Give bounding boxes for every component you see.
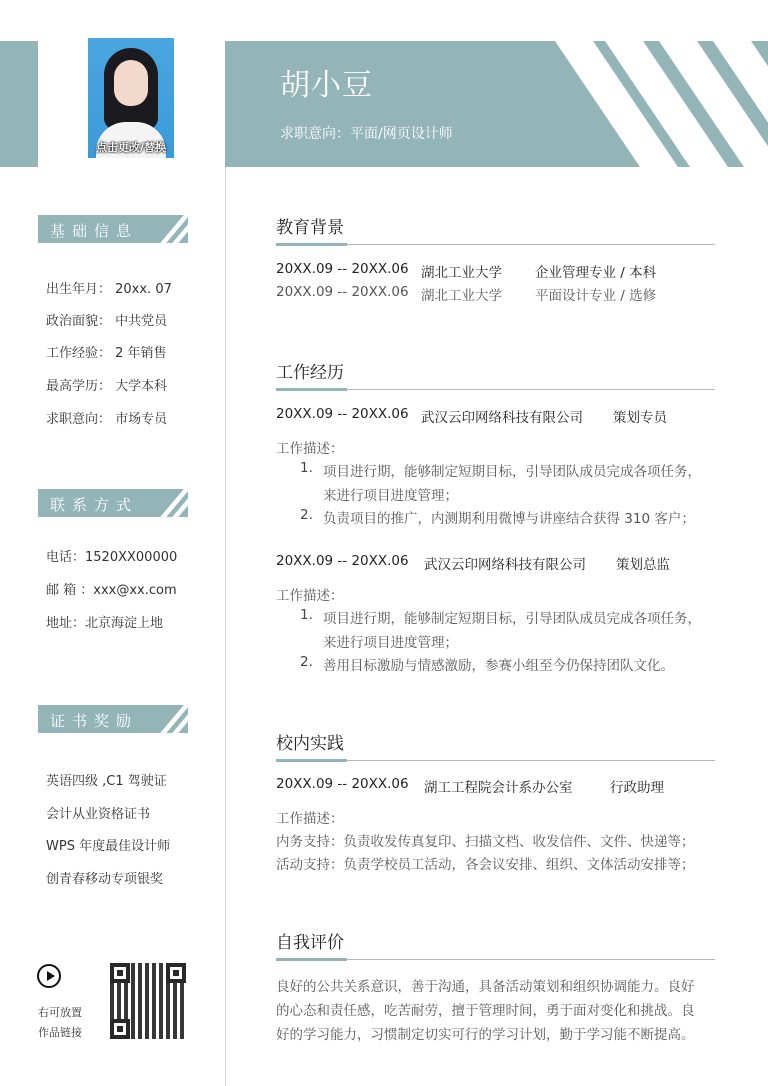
contact-phone: 电话：1520XX00000 xyxy=(46,550,178,565)
point-number: 2. xyxy=(300,654,313,670)
cert-item: WPS 年度最佳设计师 xyxy=(46,839,171,854)
point-number: 2. xyxy=(300,507,313,523)
cert-item: 会计从业资格证书 xyxy=(46,807,151,822)
certs-title: 证书奖励 xyxy=(50,712,139,730)
section-accent xyxy=(276,388,347,391)
campus-role: 行政助理 xyxy=(610,780,664,796)
section-accent xyxy=(276,958,347,961)
point-text: 善用目标激励与情感激励，参赛小组至今仍保持团队文化。 xyxy=(323,658,674,674)
contact-email: 邮 箱 ：xxx@xx.com xyxy=(46,583,177,598)
point-text: 项目进行期，能够制定短期目标，引导团队成员完成各项任务， xyxy=(323,464,701,480)
edu-school: 湖北工业大学 xyxy=(421,265,502,281)
point-number: 1. xyxy=(300,460,313,476)
header-left-band xyxy=(0,41,38,167)
point-number: 1. xyxy=(300,607,313,623)
job-company: 武汉云印网络科技有限公司 xyxy=(424,557,586,573)
self-eval-line: 的心态和责任感，吃苦耐劳，擅于管理时间，勇于面对变化和挑战。良 xyxy=(276,1003,695,1019)
contact-address: 地址：北京海淀上地 xyxy=(46,616,164,631)
basic-info-item: 求职意向： 市场专员 xyxy=(46,412,168,427)
campus-line: 活动支持：负责学校员工活动，各会议安排、组织、文体活动安排等； xyxy=(276,857,695,873)
job-role: 策划专员 xyxy=(613,410,667,426)
section-accent xyxy=(276,759,347,762)
point-text: 负责项目的推广，内测期利用微博与讲座结合获得 310 客户； xyxy=(323,511,695,527)
contact-title: 联系方式 xyxy=(50,496,139,514)
link-note-line2: 作品链接 xyxy=(38,1026,82,1039)
point-text: 来进行项目进度管理； xyxy=(323,488,458,504)
play-circle-icon[interactable] xyxy=(37,964,61,988)
self-eval-line: 好的学习能力，习惯制定切实可行的学习计划，勤于学习能不断提高。 xyxy=(276,1027,695,1043)
campus-line: 内务支持：负责收发传真复印、扫描文档、收发信件、文件、快递等； xyxy=(276,834,695,850)
basic-info-item: 最高学历： 大学本科 xyxy=(46,379,168,394)
job-period: 20XX.09 -- 20XX.06 xyxy=(276,553,409,569)
job-role: 策划总监 xyxy=(616,557,670,573)
profile-photo[interactable] xyxy=(88,38,174,158)
education-title: 教育背景 xyxy=(276,218,344,238)
qr-code-icon[interactable] xyxy=(110,963,186,1039)
point-text: 来进行项目进度管理； xyxy=(323,635,458,651)
cert-item: 创青春移动专项银奖 xyxy=(46,872,164,887)
edu-period: 20XX.09 -- 20XX.06 xyxy=(276,284,409,300)
self-eval-line: 良好的公共关系意识，善于沟通，具备活动策划和组织协调能力。良好 xyxy=(276,979,695,995)
campus-period: 20XX.09 -- 20XX.06 xyxy=(276,776,409,792)
job-company: 武汉云印网络科技有限公司 xyxy=(421,410,583,426)
certs-header xyxy=(38,705,188,733)
section-accent xyxy=(276,243,347,246)
contact-header xyxy=(38,489,188,517)
basic-info-item: 出生年月： 20xx. 07 xyxy=(46,282,172,297)
basic-info-title: 基础信息 xyxy=(50,222,139,240)
column-divider xyxy=(225,167,226,1086)
job-desc-label: 工作描述： xyxy=(276,441,344,457)
edu-major: 企业管理专业 / 本科 xyxy=(535,265,657,281)
job-period: 20XX.09 -- 20XX.06 xyxy=(276,406,409,422)
basic-info-item: 工作经验： 2 年销售 xyxy=(46,346,167,361)
basic-info-header xyxy=(38,215,188,243)
campus-title: 校内实践 xyxy=(276,734,344,754)
photo-caption[interactable]: 点击更改/替换 xyxy=(95,141,167,154)
candidate-name: 胡小豆 xyxy=(280,68,373,103)
basic-info-item: 政治面貌： 中共党员 xyxy=(46,314,168,329)
campus-org: 湖工工程院会计系办公室 xyxy=(424,780,573,796)
link-note-line1: 右可放置 xyxy=(38,1006,82,1019)
job-desc-label: 工作描述： xyxy=(276,588,344,604)
point-text: 项目进行期，能够制定短期目标，引导团队成员完成各项任务， xyxy=(323,611,701,627)
edu-school: 湖北工业大学 xyxy=(421,288,502,304)
edu-major: 平面设计专业 / 选修 xyxy=(535,288,657,304)
work-title: 工作经历 xyxy=(276,363,344,383)
self-eval-title: 自我评价 xyxy=(276,933,344,953)
cert-item: 英语四级 ,C1 驾驶证 xyxy=(46,774,167,789)
campus-desc-label: 工作描述： xyxy=(276,811,344,827)
edu-period: 20XX.09 -- 20XX.06 xyxy=(276,261,409,277)
job-intent: 求职意向：平面/网页设计师 xyxy=(280,126,453,142)
